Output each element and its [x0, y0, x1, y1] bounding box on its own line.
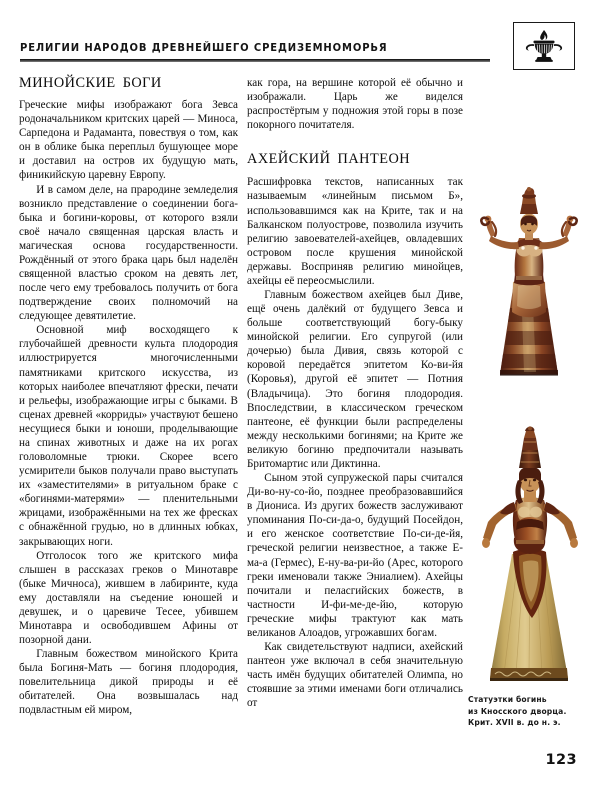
snake-goddess-statuette-upper: [466, 186, 592, 418]
paragraph: Основной миф восходящего к глубочайшей древности культа плодородия иллюстрируется многочисленными памятниками критского искусства, из которых наиболее впечатляют фрески, печати и рельефы, изображающие игры с быками. В сценах древней «корриды» участвуют бешено несущиеся быки и юноши, проделывающие на спинах животных и даже на их рогах головоломные трюки. Скорее всего усмирители быков получали право выступать их «заместителями» в ритуальном браке с «богинями-матерями» — пленительными жрицами, изображёнными на тех же фресках с обнажённой грудью, но в длинных юбках, закрывающих ноги.: [19, 324, 238, 548]
paragraph: Расшифровка текстов, написанных так называемым «линейным письмом Б», использовавшимся как на Крите, так и на Балканском полуострове, позволила изучить религию завоевателей-ахейцев, овладевших островом после крушения минойской державы. Восприняв религию минойцев, ахейцы её переосмыслили.: [247, 176, 463, 287]
paragraph: И в самом деле, на прародине земледелия возникло представление о соединении бога-быка и богини-коровы, от которого взяли своё начало священная царская власть и магическая основа государственности. Рождённый от этого брака царь был наделён священной властью сроком на девять лет, после чего ему требовалось получить от бога подтверждение своих полномочий на следующее девятилетие.: [19, 183, 238, 323]
flaming-urn-icon: [513, 22, 575, 70]
paragraph: Греческие мифы изображают бога Зевса родоначальником критских царей — Миноса, Сарпедона и Радаманта, повествуя о том, как он в облике быка переплыл бушующее море и доставил на остров их будущую мать, финикийскую царевну Европу.: [19, 99, 238, 182]
left-text-column: [19, 76, 238, 718]
paragraph: Как свидетельствуют надписи, ахейский пантеон уже включал в себя значительную часть имён будущих обитателей Олимпа, но стоявшие за этими именами боги отличались от: [247, 640, 463, 710]
section-heading-minoan-gods: МИНОЙСКИЕ БОГИ: [19, 75, 162, 91]
caption-line-2: из Кносского дворца.: [468, 706, 567, 716]
section-heading-achaean-pantheon: АХЕЙСКИЙ ПАНТЕОН: [247, 151, 411, 168]
page-number: 123: [545, 752, 577, 768]
paragraph: Главным божеством минойского Крита была Богиня-Мать — богиня плодородия, повелительница дикой природы и её обитателей. Она возвышалась над подвластным ей миром,: [19, 648, 238, 717]
caption-line-3: Крит. XVII в. до н. э.: [468, 718, 561, 728]
paragraph: Главным божеством ахейцев был Диве, ещё очень далёкий от будущего Зевса и больше соответствующий богу-быку минойской религии. Его супругой (или дочерью) была Дивия, связь которой с коровой передаётся эпитетом Ко-ви-йя (Коровья), другой её эпитет — Потния (Владычица). Это богиня плодородия. Впоследствии, в классическом греческом пантеоне, её функции были распределены между несколькими богинями; на Крите же великую богиню предпочитали называть Бритомартис или Диктинна.: [247, 289, 463, 470]
figure-column: [466, 186, 592, 698]
figure-caption: [468, 694, 594, 729]
middle-text-column: [247, 76, 463, 710]
paragraph-continuation: как гора, на вершине которой её обычно и изображали. Царь же виделся распростёртым у подножия этой горы в позе покорного почитателя.: [247, 77, 463, 132]
snake-goddess-statuette-lower: [466, 426, 592, 698]
caption-line-1: Статуэтки богинь: [468, 695, 547, 704]
running-head-text: РЕЛИГИИ НАРОДОВ ДРЕВНЕЙШЕГО СРЕДИЗЕМНОМОРЬЯ: [20, 42, 388, 54]
header-rule: [20, 59, 490, 62]
paragraph: Сыном этой супружеской пары считался Ди-во-ну-со-йо, позднее преобразовавшийся в Диониса. Из других божеств заслуживают упоминания По-си-да-о, будущий Посейдон, и его женское соответствие По-си-де-йя, греческой религии неизвестное, а также Е-ма-а (Гермес), Е-ну-ва-ри-йо (Арес, которого греки именовали также Эниалием). Ахейцы почитали и пеласгийских божеств, в частности И-фи-ме-де-йю, которую греческие мифы трактуют как мать великанов Алоадов, угрожавших богам.: [247, 472, 463, 639]
paragraph: Отголосок того же критского мифа слышен в рассказах греков о Минотавре (быке Мичноса), жившем в лабиринте, куда ему доставляли на съедение юношей и девушек, и о царевиче Тесее, убившем Минотавра и освободившем Афины от позорной дани.: [19, 549, 238, 647]
running-head: [20, 42, 490, 66]
